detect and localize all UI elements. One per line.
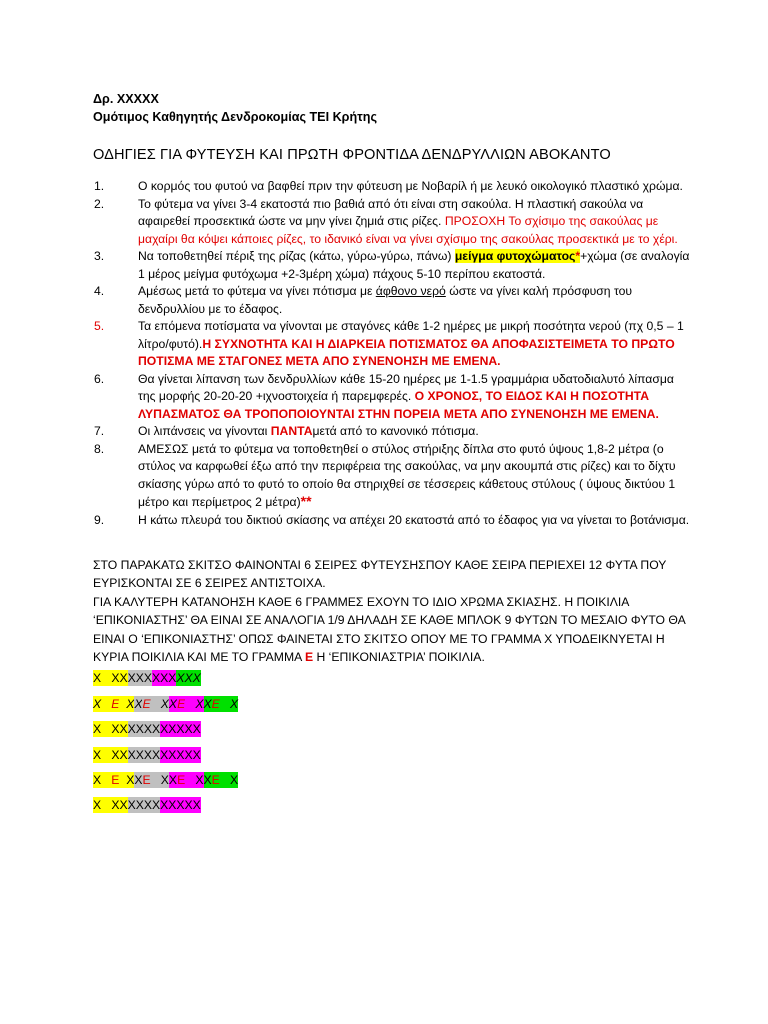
step-7	[93, 423, 693, 441]
row-segment	[101, 670, 111, 686]
row-e-marker: E	[142, 696, 151, 711]
sketch-explanation	[93, 593, 693, 667]
row-segment: X	[219, 696, 239, 711]
step-number: 1.	[94, 179, 105, 193]
row-segment: XX	[111, 722, 128, 737]
author-name-line	[93, 90, 693, 108]
emphasis-word: ΠΑΝΤΑ	[270, 424, 313, 438]
planting-row-3	[93, 721, 693, 737]
row-segment: XXX	[176, 671, 201, 686]
highlighted-term: μείγμα φυτοχώματος	[454, 249, 576, 263]
row-segment: X	[93, 747, 102, 762]
row-segment: XX	[111, 671, 128, 686]
row-segment: X	[168, 696, 178, 711]
step-9	[93, 512, 693, 530]
sketch-description	[93, 556, 693, 666]
planting-row-2	[93, 696, 693, 712]
row-segment: X	[93, 696, 112, 711]
step-number: 4.	[94, 284, 105, 298]
row-segment: XX	[111, 747, 128, 762]
step-warning: Ο ΧΡΟΝΟΣ, ΤΟ ΕΙΔΟΣ ΚΑΙ Η ΠΟΣΟΤΗΤΑ ΛΥΠΑΣΜΑΤΟΣ ΘΑ ΤΡΟΠΟΠΟΙΟΥΝΤΑΙ ΣΤΗΝ ΠΟΡΕΙΑ ΜΕΤΑ ΑΠΟ ΣΥΝΕΝΟΗΣΗ ΜΕ ΕΜΕΝΑ.	[138, 389, 659, 421]
step-text: Η κάτω πλευρά του δικτιού σκίασης να απέχει 20 εκατοστά από το έδαφος για να γίνεται το βοτάνισμα.	[138, 512, 690, 527]
row-segment: X	[119, 773, 135, 787]
sketch-explanation-end: Η ‘ΕΠΙΚΟΝΙΑΣΤΡΙΑ’ ΠΟΙΚΙΛΙΑ.	[313, 650, 485, 665]
row-segment: X	[203, 696, 212, 711]
step-text: ΑΜΕΣΩΣ μετά το φύτεμα να τοποθετηθεί ο στύλος στήριξης δίπλα στο φυτό ύψους 1,8-2 μέτρα (ο στύλος να καρφωθεί έξω από την περιφέρεια της σακούλας, να μην ακουμπά στις ρίζες) και το δίχτυ σκίασης γύρω από το φυτό το οποίο θα στηριχθεί σε τέσσερεις κάθετους στύλους ( ύψους δικτύου 1 μέτρο και περίμετρος 2 μέτρα)	[138, 441, 676, 509]
row-segment: X	[219, 773, 239, 787]
step-text: Το φύτεμα να γίνει 3-4 εκατοστά πιο βαθιά από ότι είναι στη σακούλα. Η πλαστική σακούλα να αφαιρεθεί προσεκτικά ώστε να μην γίνει ζημιά στις ρίζες.	[138, 196, 644, 228]
row-segment: X	[168, 773, 178, 787]
document-title: ΟΔΗΓΙΕΣ ΓΙΑ ΦΥΤΕΥΣΗ ΚΑΙ ΠΡΩΤΗ ΦΡΟΝΤΙΔΑ ΔΕΝΔΡΥΛΛΙΩΝ ΑΒΟΚΑΝΤΟ	[93, 147, 611, 163]
row-e-marker: E	[111, 773, 120, 787]
row-segment	[101, 747, 111, 763]
row-e-marker: E	[177, 773, 186, 787]
step-6	[93, 371, 693, 424]
step-1	[93, 178, 693, 196]
author-position: Ομότιμος Καθηγητής Δενδροκομίας ΤΕΙ Κρήτης	[93, 110, 378, 124]
row-e-marker: E	[177, 696, 186, 711]
row-segment: X	[93, 798, 102, 813]
sketch-intro: ΣΤΟ ΠΑΡΑΚΑΤΩ ΣΚΙΤΣΟ ΦΑΙΝΟΝΤΑΙ 6 ΣΕΙΡΕΣ ΦΥΤΕΥΣΗΣΠΟΥ ΚΑΘΕ ΣΕΙΡΑ ΠΕΡΙΕΧΕΙ 12 ΦΥΤΑ ΠΟΥ ΕΥΡΙΣΚΟΝΤΑΙ ΣΕ 6 ΣΕΙΡΕΣ ΑΝΤΙΣΤΟΙΧΑ.	[93, 558, 667, 591]
step-text: Ο κορμός του φυτού να βαφθεί πριν την φύτευση με Νοβαρίλ ή με λευκό οικολογικό πλαστικό χρώμα.	[138, 179, 683, 193]
row-segment: X	[185, 696, 204, 711]
step-text-continued: μετά από το κανονικό πότισμα.	[312, 424, 479, 438]
row-segment: XXXXX	[160, 747, 201, 762]
letter-e-marker: Ε	[304, 650, 314, 665]
author-block	[93, 90, 693, 126]
title-prefix: Δρ.	[93, 92, 114, 106]
step-number: 3.	[94, 249, 105, 263]
row-segment: X	[93, 671, 102, 686]
step-text: Να τοποθετηθεί πέριξ της ρίζας (κάτω, γύρω-γύρω, πάνω)	[138, 249, 455, 263]
planting-row-6	[93, 797, 693, 813]
row-segment: XXXXX	[160, 798, 201, 813]
step-text: Θα γίνεται λίπανση των δενδρυλλίων κάθε 15-20 ημέρες με 1-1.5 γραμμάρια υδατοδιαλυτό λίπασμα της μορφής 20-20-20 +ιχνοστοιχεία ή παρεμφερές.	[138, 371, 674, 403]
row-e-marker: E	[211, 773, 220, 787]
planting-row-5	[93, 772, 693, 788]
planting-sketch	[93, 670, 693, 813]
step-text-continued: ώστε να γίνει καλή πρόσφυση του δενδρυλλίου με το έδαφος.	[138, 284, 633, 316]
row-segment: XX	[111, 798, 128, 813]
row-segment: X	[203, 773, 212, 787]
underlined-term: άφθονο νερό	[375, 284, 446, 298]
row-segment: X	[185, 773, 204, 787]
step-text: Αμέσως μετά το φύτεμα να γίνει πότισμα με	[138, 284, 376, 298]
row-segment: X	[134, 696, 143, 711]
step-3	[93, 248, 693, 283]
step-text: Οι λιπάνσεις να γίνονται	[138, 424, 271, 438]
step-number: 7.	[94, 424, 105, 438]
step-5	[93, 318, 693, 371]
step-number: 5.	[94, 319, 105, 333]
row-segment: XXXX	[127, 798, 161, 813]
step-4	[93, 283, 693, 318]
row-segment: X	[119, 696, 135, 711]
step-number: 9.	[94, 512, 105, 527]
document-page	[93, 90, 693, 823]
row-segment: XXX	[127, 671, 152, 686]
row-segment: X	[151, 722, 161, 737]
row-segment: XXXXX	[160, 722, 201, 737]
row-segment	[101, 797, 111, 813]
row-segment: XXX	[151, 671, 177, 686]
double-asterisk: **	[300, 493, 312, 509]
row-segment: X	[93, 722, 102, 737]
row-e-marker: E	[211, 696, 220, 711]
row-segment: XXXX	[127, 747, 161, 762]
author-name: XXXXX	[116, 92, 159, 106]
step-text-continued: +χώμα (σε αναλογία 1 μέρος μείγμα φυτόχωμα +2-3μέρη χώμα) πάχους 5-10 περίπου εκατοστά.	[138, 249, 690, 281]
row-segment	[101, 721, 111, 737]
step-number: 6.	[94, 371, 105, 386]
sketch-explanation-text: ΓΙΑ ΚΑΛΥΤΕΡΗ ΚΑΤΑΝΟΗΣΗ ΚΑΘΕ 6 ΓΡΑΜΜΕΣ ΕΧΟΥΝ ΤΟ ΙΔΙΟ ΧΡΩΜΑ ΣΚΙΑΣΗΣ. Η ΠΟΙΚΙΛΙΑ ‘ΕΠΙΚΟΝΙΑΣΤΗΣ’ ΘΑ ΕΙΝΑΙ ΣΕ ΑΝΑΛΟΓΙΑ 1/9 ΔΗΛΑΔΗ ΣΕ ΚΑΘΕ ΜΠΛΟΚ 9 ΦΥΤΩΝ ΤΟ ΜΕΣΑΙΟ ΦΥΤΟ ΘΑ ΕΙΝΑΙ Ο ‘ΕΠΙΚΟΝΙΑΣΤΗΣ’ ΟΠΩΣ ΦΑΙΝΕΤΑΙ ΣΤΟ ΣΚΙΤΣΟ ΟΠΟΥ ΜΕ ΤΟ ΓΡΑΜΜΑ Χ ΥΠΟΔΕΙΚΝΥΕΤΑΙ Η ΚΥΡΙΑ ΠΟΙΚΙΛΙΑ ΚΑΙ ΜΕ ΤΟ ΓΡΑΜΜΑ	[93, 594, 686, 665]
row-segment: X	[150, 696, 169, 711]
instructions-list	[93, 178, 693, 529]
step-2	[93, 196, 693, 249]
step-8	[93, 441, 693, 512]
step-number: 8.	[94, 441, 105, 456]
step-number: 2.	[94, 196, 105, 211]
row-segment: X	[93, 773, 112, 787]
step-text: Τα επόμενα ποτίσματα να γίνονται με σταγόνες κάθε 1-2 ημέρες με μικρή ποσότητα νερού (πχ 0,5 – 1 λίτρο/φυτό).	[138, 319, 684, 351]
step-warning: ΠΡΟΣΟΧΗ Το σχίσιμο της σακούλας με μαχαίρι θα κόψει κάποιες ρίζες, το ιδανικό είναι να γίνει σχίσιμο της σακούλας προσεκτικά με το χέρι.	[138, 214, 678, 246]
asterisk: *	[575, 249, 581, 263]
row-segment: X	[150, 773, 169, 787]
planting-row-1	[93, 670, 693, 686]
planting-row-4	[93, 747, 693, 763]
step-warning: Η ΣΥΧΝΟΤΗΤΑ ΚΑΙ Η ΔΙΑΡΚΕΙΑ ΠΟΤΙΣΜΑΤΟΣ ΘΑ ΑΠΟΦΑΣΙΣΤΕΙΜΕΤΑ ΤΟ ΠΡΩΤΟ ΠΟΤΙΣΜΑ ΜΕ ΣΤΑΓΟΝΕΣ ΜΕΤΑ ΑΠΟ ΣΥΝΕΝΟΗΣΗ ΜΕ ΕΜΕΝΑ.	[138, 336, 675, 368]
row-e-marker: E	[111, 696, 120, 711]
row-e-marker: E	[142, 773, 151, 787]
row-segment: XXX	[127, 722, 152, 737]
row-segment: X	[134, 773, 143, 787]
